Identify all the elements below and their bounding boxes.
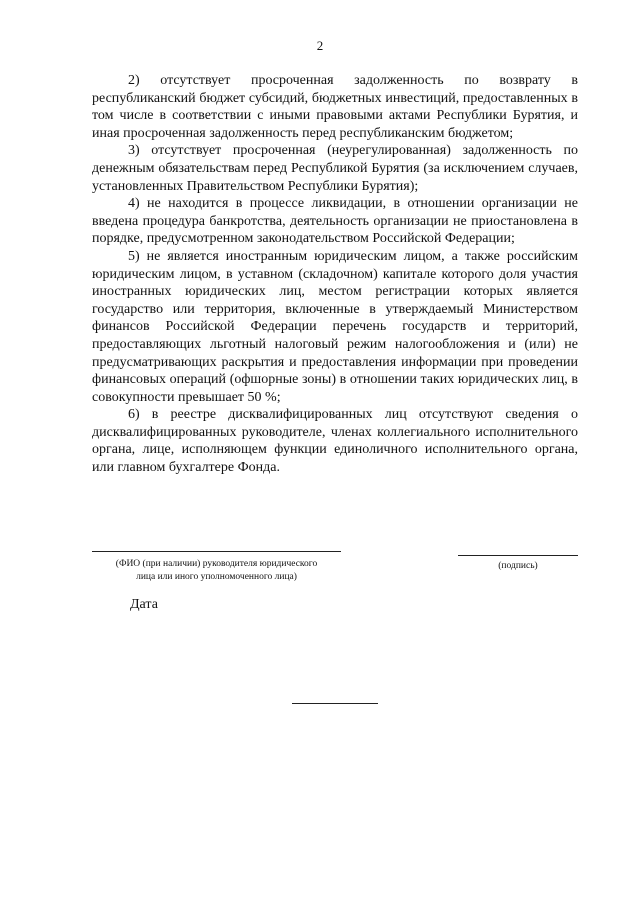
signature-caption: (подпись) bbox=[498, 561, 538, 571]
signature-line bbox=[458, 555, 578, 556]
paragraph-item-3: 3) отсутствует просроченная (неурегулированная) задолженность по денежным обязательствам перед Республикой Бурятия (за исключением случаев, установленных Правительством Республики Бурятия); bbox=[92, 143, 578, 194]
document-body bbox=[92, 72, 578, 477]
paragraph-item-6: 6) в реестре дисквалифицированных лиц отсутствуют сведения о дисквалифицированных руководителе, членах коллегиального исполнительного органа, лице, исполняющем функции единоличного исполнительного органа, или главном бухгалтере Фонда. bbox=[92, 407, 578, 476]
name-signature-line bbox=[92, 551, 341, 552]
page-number: 2 bbox=[316, 38, 324, 53]
name-caption-line-1: (ФИО (при наличии) руководителя юридического bbox=[115, 559, 318, 569]
paragraph-item-5: 5) не является иностранным юридическим лицом, а также российским юридическим лицом, в уставном (складочном) капитале которого доля участия иностранных юридических лиц, местом регистрации которых является государство или территория, включенные в утверждаемый Министерством финансов Российской Федерации перечень государств и территорий, предоставляющих льготный налоговый режим налогообложения и (или) не предусматривающих раскрытия и предоставления информации при проведении финансовых операций (офшорные зоны) в отношении таких юридических лиц, в совокупности превышает 50 %; bbox=[92, 248, 578, 405]
name-caption-line-2: лица или иного уполномоченного лица) bbox=[136, 572, 297, 582]
paragraph-item-4: 4) не находится в процессе ликвидации, в отношении организации не введена процедура банкротства, деятельность организации не приостановлена в порядке, предусмотренном законодательством Российской Федерации; bbox=[92, 196, 578, 247]
name-caption bbox=[92, 558, 341, 584]
date-label: Дата bbox=[130, 597, 158, 612]
end-of-document-line bbox=[292, 703, 378, 704]
paragraph-item-2: 2) отсутствует просроченная задолженность по возврату в республиканский бюджет субсидий, бюджетных инвестиций, предоставленных в том числе в соответствии с иными правовыми актами Республики Бурятия, и иная просроченная задолженность перед республиканским бюджетом; bbox=[92, 73, 578, 141]
